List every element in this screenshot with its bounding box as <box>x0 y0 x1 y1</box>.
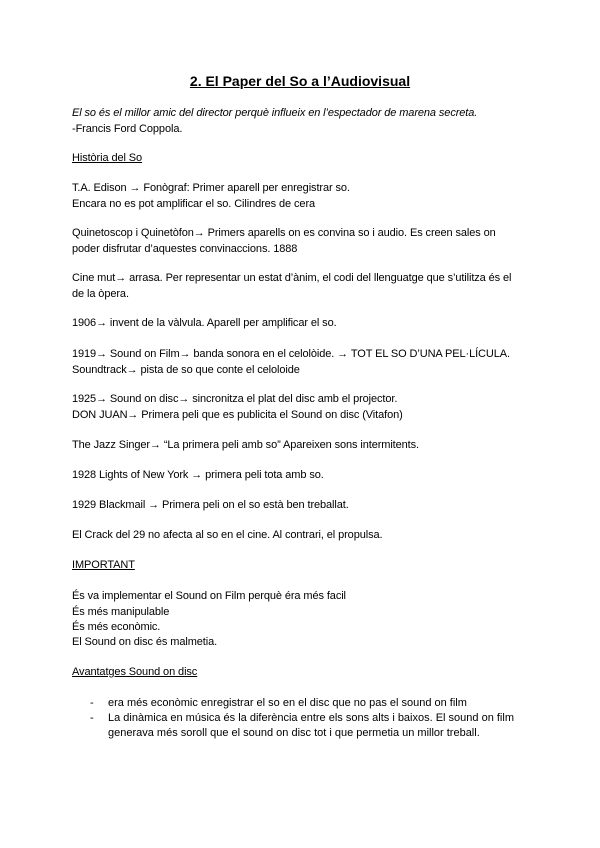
section-heading-important: IMPORTANT <box>72 559 135 571</box>
history-line: 1925→ Sound on disc→ sincronitza el plat del disc amb el projector. <box>72 393 398 405</box>
quote-text: El so és el millor amic del director perquè influeix en l’espectador de marena secreta. <box>72 107 478 119</box>
history-line: Quinetoscop i Quinetòfon→ Primers aparells on es convina so i audio. Es creen sales on <box>72 227 496 239</box>
advantage-line: La dinàmica en música és la diferència entre els sons alts i baixos. El sound on film <box>108 712 514 724</box>
bullet-dash: - <box>90 712 94 724</box>
section-heading-history: Història del So <box>72 152 143 164</box>
advantage-line: era més econòmic enregistrar el so en el disc que no pas el sound on film <box>108 697 467 709</box>
quote-author: -Francis Ford Coppola. <box>72 123 183 135</box>
history-line: Encara no es pot amplificar el so. Cilindres de cera <box>72 198 316 210</box>
history-line: Soundtrack→ pista de so que conte el celoloide <box>72 364 300 376</box>
history-line: 1929 Blackmail → Primera peli on el so està ben treballat. <box>72 499 349 511</box>
history-line: 1919→ Sound on Film→ banda sonora en el celolòide. → TOT EL SO D’UNA PEL·LÍCULA. <box>72 348 510 360</box>
history-line: de la òpera. <box>72 288 129 300</box>
document-title: 2. El Paper del So a l’Audiovisual <box>189 73 411 89</box>
history-line: T.A. Edison → Fonògraf: Primer aparell per enregistrar so. <box>72 182 350 194</box>
important-line: El Sound on disc és malmetia. <box>72 636 218 648</box>
history-line: The Jazz Singer→ “La primera peli amb so” Apareixen sons intermitents. <box>72 439 419 451</box>
history-line: El Crack del 29 no afecta al so en el cine. Al contrari, el propulsa. <box>72 529 383 541</box>
advantage-line: generava més soroll que el sound on disc tot i que permetia un millor treball. <box>108 727 480 739</box>
important-line: És va implementar el Sound on Film perquè éra més facil <box>72 590 346 602</box>
history-line: poder disfrutar d’aquestes convinaccions. 1888 <box>72 243 298 255</box>
important-line: És més econòmic. <box>72 621 161 633</box>
bullet-dash: - <box>90 697 94 709</box>
history-line: Cine mut→ arrasa. Per representar un estat d’ànim, el codi del llenguatge que s’utilitza és el <box>72 272 512 284</box>
history-line: 1906→ invent de la vàlvula. Aparell per amplificar el so. <box>72 317 337 329</box>
history-line: 1928 Lights of New York → primera peli tota amb so. <box>72 469 324 481</box>
history-line: DON JUAN→ Primera peli que es publicita el Sound on disc (Vitafon) <box>72 409 403 421</box>
important-line: És més manipulable <box>72 606 170 618</box>
section-heading-advantages: Avantatges Sound on disc <box>72 666 198 678</box>
